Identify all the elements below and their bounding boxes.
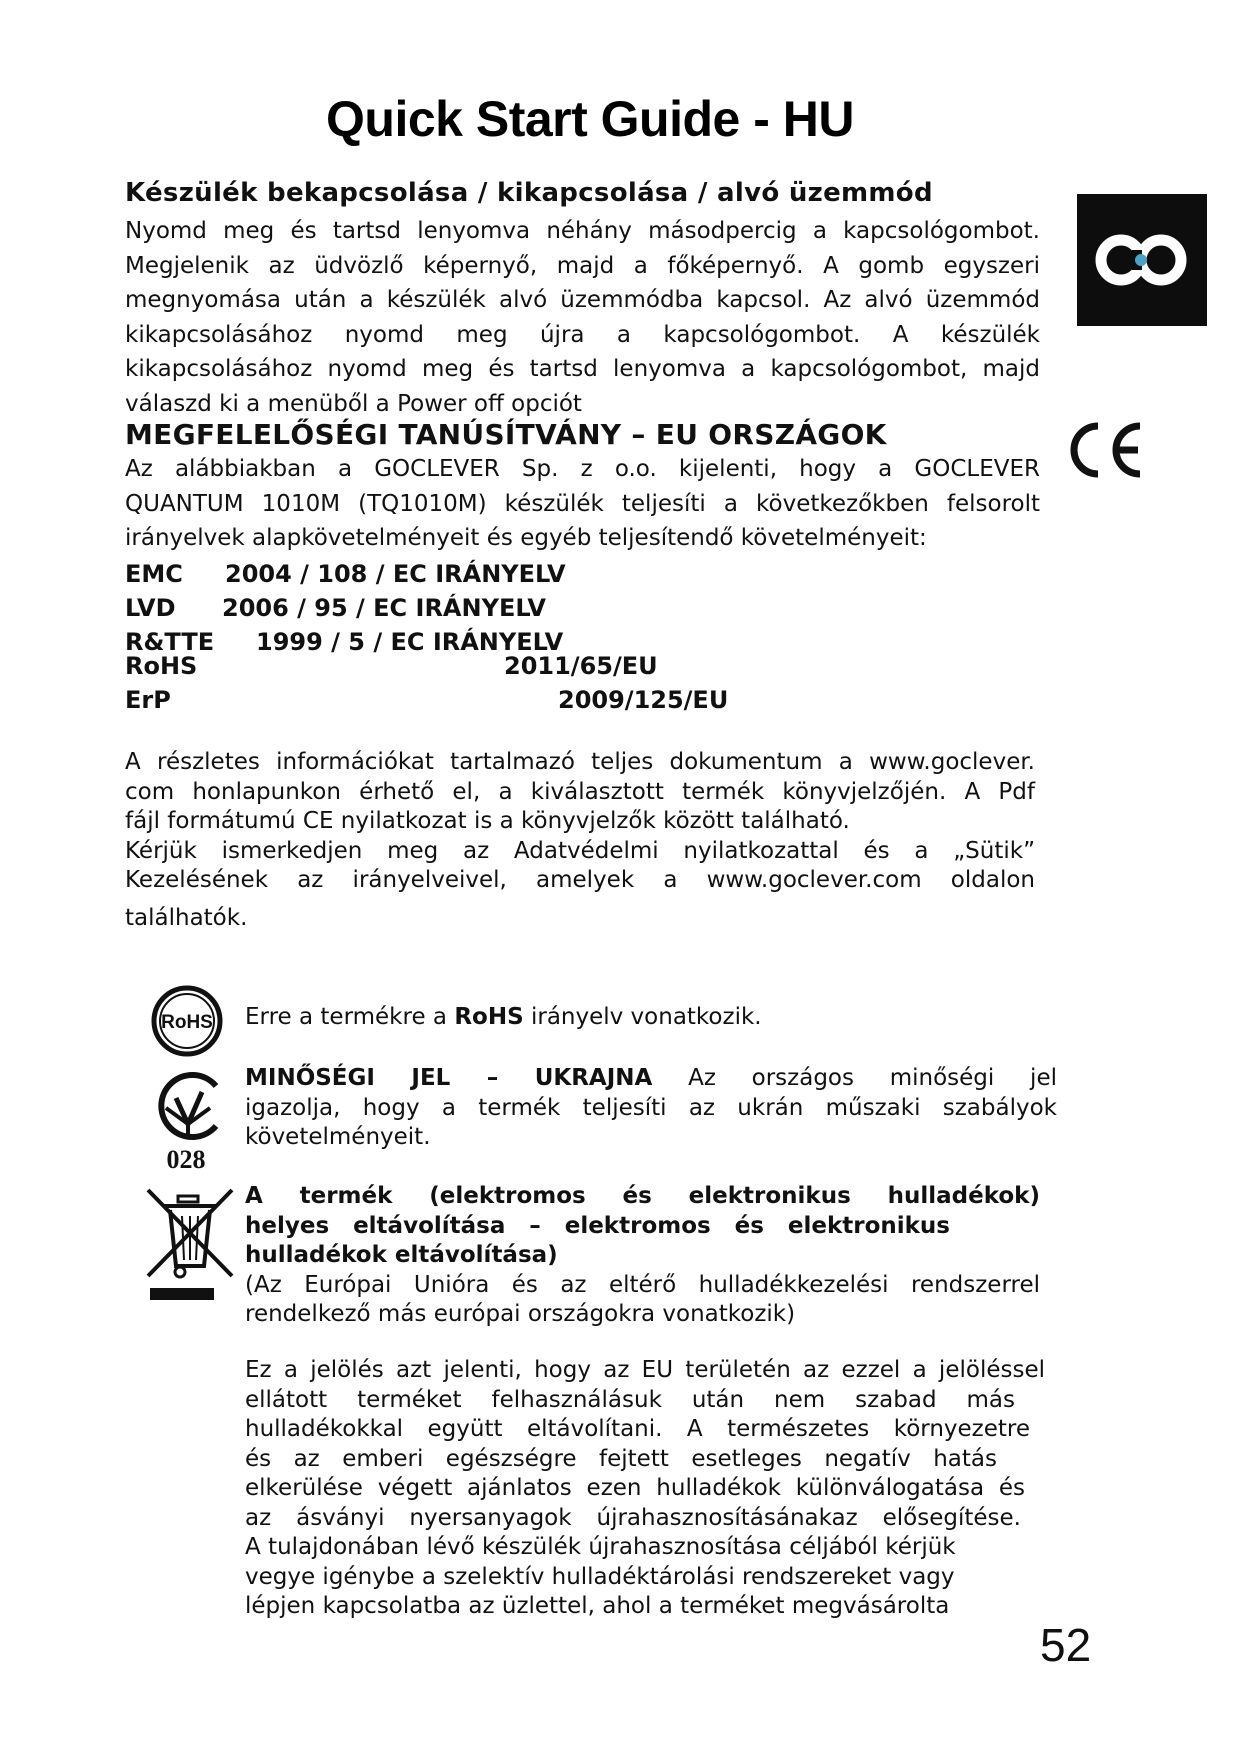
info-paragraph — [125, 748, 1035, 933]
directive-code: R&TTE — [125, 628, 215, 656]
conformity-paragraph — [125, 452, 1040, 556]
ukraine-heading: MINŐSÉGI JEL – UKRAJNA — [245, 1065, 653, 1091]
weee-body — [245, 1356, 1045, 1622]
rohs-text-after: irányelv vonatkozik. — [523, 1004, 762, 1030]
text-line: lépjen kapcsolatba az üzlettel, ahol a terméket megvásárolta — [245, 1593, 950, 1619]
text-line: Kérjük ismerkedjen meg az Adatvédelmi nyilatkozattal és a „Sütik” — [125, 837, 1035, 864]
text-line: QUANTUM 1010M (TQ1010M) készülék teljesíti a következőkben felsorolt — [125, 490, 1040, 517]
rohs-icon — [150, 984, 224, 1058]
text-line: A termék (elektromos és elektronikus hulladékok) — [245, 1183, 1040, 1209]
directive-value: 2009/125/EU — [558, 686, 729, 714]
directive-value: 1999 / 5 / EC IRÁNYELV — [256, 628, 564, 656]
text-line: megnyomása után a készülék alvó üzemmódba kapcsol. Az alvó üzemmód — [125, 287, 1040, 313]
rohs-icon-label: RoHS — [161, 1012, 213, 1033]
weee-heading-block — [245, 1182, 1040, 1330]
rohs-statement — [245, 1004, 762, 1030]
text-line: hulladékokkal együtt eltávolítani. A természetes környezetre — [245, 1416, 1030, 1442]
text-line: kikapcsolásához nyomd meg újra a kapcsológombot. A készülék — [125, 321, 1040, 348]
directive-value: 2006 / 95 / EC IRÁNYELV — [222, 594, 546, 622]
ukraine-paragraph — [245, 1064, 1057, 1153]
text-line: találhatók. — [125, 904, 248, 931]
text-line: Megjelenik az üdvözlő képernyő, majd a főképernyő. A gomb egyszeri — [125, 252, 1040, 279]
text-line: (Az Európai Unióra és az eltérő hulladékkezelési rendszerrel — [245, 1271, 1040, 1298]
text-line: az ásványi nyersanyagok újrahasznosításánakaz elősegítése. — [245, 1504, 1021, 1531]
weee-bin-icon — [142, 1184, 238, 1304]
section-heading-conformity: MEGFELELŐSÉGI TANÚSÍTVÁNY – EU ORSZÁGOK — [125, 418, 887, 451]
text-line: fájl formátumú CE nyilatkozat is a könyvjelzők között található. — [125, 808, 850, 834]
text-line: helyes eltávolítása – elektromos és elektronikus — [245, 1212, 950, 1239]
text-line: hulladékok eltávolítása) — [245, 1242, 558, 1268]
text-line: Ez a jelölés azt jelenti, hogy az EU területén az ezzel a jelöléssel — [245, 1357, 1045, 1383]
co-logo-icon — [1077, 194, 1207, 326]
directive-code: RoHS — [125, 652, 198, 680]
text-line: válaszd ki a menüből a Power off opciót — [125, 390, 582, 417]
text-line: követelményeit. — [245, 1124, 431, 1150]
directive-code: LVD — [125, 594, 176, 622]
text-line: Nyomd meg és tartsd lenyomva néhány másodpercig a kapcsológombot. — [125, 218, 1040, 244]
text-line: Az alábbiakban a GOCLEVER Sp. z o.o. kijelenti, hogy a GOCLEVER — [125, 456, 1040, 482]
ce-mark-icon — [1062, 418, 1144, 482]
ukraine-quality-mark-icon — [146, 1068, 230, 1172]
goclever-co-logo — [1077, 194, 1207, 326]
text-line — [245, 1064, 1057, 1094]
text-line: irányelvek alapkövetelményeit és egyéb teljesítendő követelményeit: — [125, 525, 927, 551]
text-line: és az emberi egészségre fejtett esetleges negatív hatás — [245, 1445, 997, 1472]
rohs-text-before: Erre a termékre a — [245, 1004, 455, 1030]
text-line: elkerülése végett ajánlatos ezen hulladékok különválogatása és — [245, 1475, 1025, 1501]
text-line: igazolja, hogy a termék teljesíti az ukrán műszaki szabályok — [245, 1094, 1057, 1121]
directive-value: 2004 / 108 / EC IRÁNYELV — [225, 560, 566, 588]
text-line: Kezelésének az irányelveivel, amelyek a www.goclever.com oldalon — [125, 867, 1035, 893]
page-title: Quick Start Guide - HU — [326, 91, 854, 147]
text-line: ellátott terméket felhasználásuk után nem szabad más — [245, 1386, 1015, 1413]
text-line: rendelkező más európai országokra vonatkozik) — [245, 1301, 796, 1327]
text-line: A részletes információkat tartalmazó teljes dokumentum a www.goclever. — [125, 749, 1035, 775]
text-line: com honlapunkon érhető el, a kiválasztott termék könyvjelzőjén. A Pdf — [125, 778, 1035, 805]
text-line: kikapcsolásához nyomd meg és tartsd lenyomva a kapcsológombot, majd — [125, 356, 1040, 382]
page-number: 52 — [1040, 1619, 1092, 1671]
directive-code: ErP — [125, 686, 171, 714]
ukraine-mark-number: 028 — [166, 1145, 206, 1172]
directive-code: EMC — [125, 560, 183, 588]
rohs-text-bold: RoHS — [454, 1004, 524, 1030]
ukraine-line1-rest: Az országos minőségi jel — [652, 1065, 1057, 1091]
power-paragraph — [125, 214, 1040, 421]
text-line: vegye igénybe a szelektív hulladéktárolási rendszereket vagy — [245, 1563, 955, 1590]
text-line: A tulajdonában lévő készülék újrahasznosítása céljából kérjük — [245, 1534, 956, 1560]
section-heading-power: Készülék bekapcsolása / kikapcsolása / alvó üzemmód — [125, 178, 933, 208]
directive-value: 2011/65/EU — [504, 652, 658, 680]
